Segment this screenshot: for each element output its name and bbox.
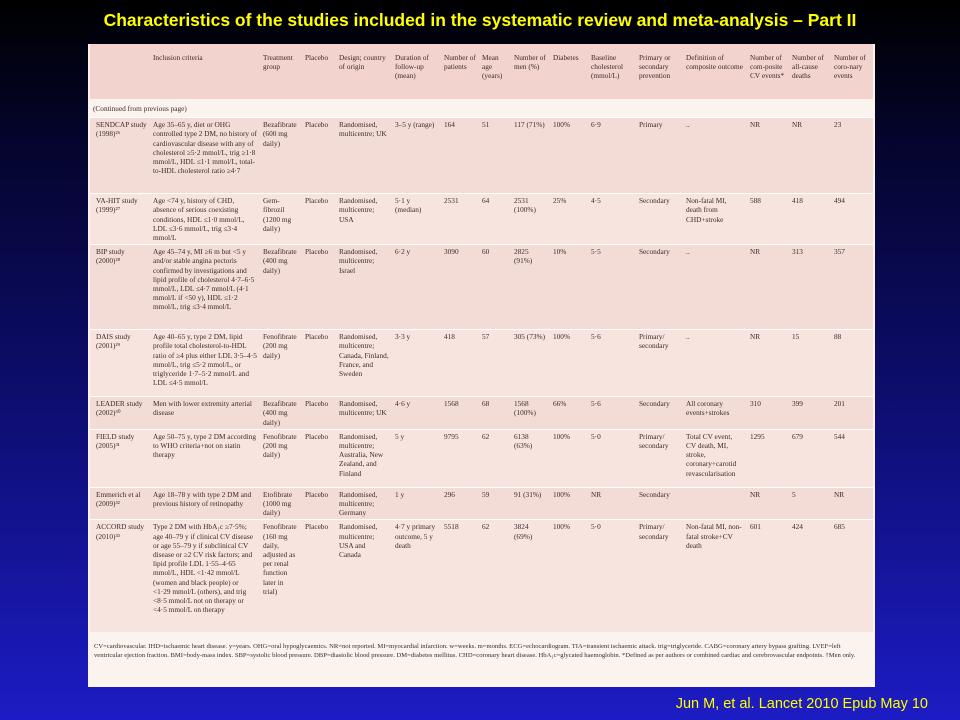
- table-cell: 296: [441, 487, 479, 520]
- citation: Jun M, et al. Lancet 2010 Epub May 10: [675, 696, 928, 712]
- table-cell: Fenofibrate (200 mg daily): [260, 429, 302, 487]
- table-cell: 6·9: [588, 118, 636, 194]
- table-cell: ..: [683, 118, 747, 194]
- table-row: [90, 487, 873, 520]
- table-cell: 4·7 y primary outcome, 5 y death: [392, 520, 441, 633]
- table-cell: 4·5: [588, 194, 636, 245]
- study-name-cell: ACCORD study (2010)³³: [90, 520, 150, 633]
- table-cell: Type 2 DM with HbA₁c ≥7·5%; age 40–79 y if clinical CV disease or age 55–79 y if subclinical CV disease or ≥2 CV risk factors; and lipid profile LDL 1·55–4·65 mmol/L, HDL <1·42 mmol/L (women and black people) or <1·29 mmol/L (others), and trig <8·5 mmol/L not on therapy or <4·5 mmol/L on therapy: [150, 520, 260, 633]
- table-cell: Gem-fibrozil (1200 mg daily): [260, 194, 302, 245]
- table-cell: Primary: [636, 118, 683, 194]
- table-cell: 57: [479, 330, 511, 397]
- table-cell: 544: [831, 429, 873, 487]
- table-cell: Secondary: [636, 194, 683, 245]
- table-cell: Fenofibrate (200 mg daily): [260, 330, 302, 397]
- table-cell: 418: [441, 330, 479, 397]
- table-row: [90, 245, 873, 330]
- table-cell: 51: [479, 118, 511, 194]
- table-cell: Secondary: [636, 487, 683, 520]
- table-row: [90, 429, 873, 487]
- table-cell: Age 35–65 y, diet or OHG controlled type 2 DM, no history of cardiovascular disease with any of cholesterol ≥5·2 mmol/L, trig ≥1·8 mmol/L, HDL ≤1·1 mmol/L, total-to-HDL cholesterol ratio ≥4·7: [150, 118, 260, 194]
- column-header: Treatment group: [260, 44, 302, 99]
- column-header: Inclusion criteria: [150, 44, 260, 99]
- table-cell: NR: [747, 118, 789, 194]
- table-cell: Placebo: [302, 194, 336, 245]
- table-cell: 100%: [550, 118, 588, 194]
- table-cell: 23: [831, 118, 873, 194]
- table-row: [90, 520, 873, 633]
- table-cell: 6138 (63%): [511, 429, 550, 487]
- table-cell: 68: [479, 397, 511, 430]
- column-header: Definition of composite outcome: [683, 44, 747, 99]
- table-cell: Randomised, multicentre; UK: [336, 397, 392, 430]
- table-header-row: [90, 44, 873, 99]
- table-cell: Placebo: [302, 118, 336, 194]
- table-cell: 62: [479, 520, 511, 633]
- table-cell: Non-fatal MI, death from CHD+stroke: [683, 194, 747, 245]
- table-cell: 3·3 y: [392, 330, 441, 397]
- table-cell: NR: [789, 118, 831, 194]
- table-cell: 494: [831, 194, 873, 245]
- table-cell: ..: [683, 245, 747, 330]
- table-cell: 100%: [550, 520, 588, 633]
- table-cell: Randomised, multicentre; Canada, Finland, France, and Sweden: [336, 330, 392, 397]
- table-cell: [683, 487, 747, 520]
- table-cell: Placebo: [302, 330, 336, 397]
- table-cell: 5: [789, 487, 831, 520]
- table-cell: Randomised, multicentre; Australia, New Zealand, and Finland: [336, 429, 392, 487]
- table-cell: 2531 (100%): [511, 194, 550, 245]
- table-cell: 679: [789, 429, 831, 487]
- table-cell: Placebo: [302, 429, 336, 487]
- table-cell: Bezafibrate (400 mg daily): [260, 397, 302, 430]
- table-cell: 685: [831, 520, 873, 633]
- table-cell: 201: [831, 397, 873, 430]
- column-header: Placebo: [302, 44, 336, 99]
- column-header: Primary or secondary prevention: [636, 44, 683, 99]
- table-cell: 6·2 y: [392, 245, 441, 330]
- column-header: Number of all-cause deaths: [789, 44, 831, 99]
- table-footnote: CV=cardiovascular. IHD=ischaemic heart disease. y=years. OHG=oral hypoglycaemics. NR=not reported. MI=myocardial infarction. w=weeks. m=months. ECG=echocardiogram. TIA=transient ischaemic attack. trig=triglyceride. CABG=coronary artery bypass grafting. LVEF=left ventricular ejection fraction. BMI=body-mass index. SBP=systolic blood pressure. DBP=diastolic blood pressure. DM=diabetes mellitus. CHD=coronary heart disease. HbA₁c=glycated haemoglobin. *Defined as per authors or combined cardiac and cerebrovascular endpoints. †Men only.: [94, 643, 856, 659]
- table-cell: Age 45–74 y, MI ≥6 m but <5 y and/or stable angina pectoris confirmed by investigations and lipid profile of cholesterol 4·7–6·5 mmol/L, LDL ≤4·7 mmol/L (4·1 mmol/L if <50 y), HDL ≤1·2 mmol/L, trig ≤3·4 mmol/L: [150, 245, 260, 330]
- table-cell: Primary/ secondary: [636, 429, 683, 487]
- table-cell: Placebo: [302, 520, 336, 633]
- table-row: [90, 118, 873, 194]
- table-cell: 5·6: [588, 330, 636, 397]
- table-cell: 4·6 y: [392, 397, 441, 430]
- table-cell: 64: [479, 194, 511, 245]
- table-cell: 91 (31%): [511, 487, 550, 520]
- table-cell: 5 y: [392, 429, 441, 487]
- table-cell: Fenofibrate (160 mg daily, adjusted as per renal function later in trial): [260, 520, 302, 633]
- table-cell: Men with lower extremity arterial disease: [150, 397, 260, 430]
- table-cell: 1568 (100%): [511, 397, 550, 430]
- table-cell: 1295: [747, 429, 789, 487]
- table-cell: Age <74 y, history of CHD, absence of serious coexisting conditions, HDL ≤1·0 mmol/L, LDL ≤3·6 mmol/L, trig ≤3·4 mmol/L: [150, 194, 260, 245]
- study-characteristics-table: [90, 44, 873, 632]
- table-cell: Randomised, multicentre; USA and Canada: [336, 520, 392, 633]
- column-header: [90, 44, 150, 99]
- table-cell: 59: [479, 487, 511, 520]
- table-cell: 5·6: [588, 397, 636, 430]
- table-cell: 1568: [441, 397, 479, 430]
- table-cell: Placebo: [302, 397, 336, 430]
- table-cell: 3–5 y (range): [392, 118, 441, 194]
- study-name-cell: FIELD study (2005)³¹: [90, 429, 150, 487]
- slide-title: Characteristics of the studies included in the systematic review and meta-analysis – Part II: [103, 10, 857, 30]
- table-cell: Age 18–78 y with type 2 DM and previous history of retinopathy: [150, 487, 260, 520]
- table-cell: ..: [683, 330, 747, 397]
- table-cell: Primary/ secondary: [636, 330, 683, 397]
- table-cell: Randomised, multicentre; USA: [336, 194, 392, 245]
- table-cell: Age 50–75 y, type 2 DM according to WHO criteria+not on statin therapy: [150, 429, 260, 487]
- study-name-cell: BIP study (2000)²⁸: [90, 245, 150, 330]
- table-cell: 100%: [550, 487, 588, 520]
- table-cell: 3090: [441, 245, 479, 330]
- table-cell: All coronary events+strokes: [683, 397, 747, 430]
- table-cell: 399: [789, 397, 831, 430]
- table-cell: 5·0: [588, 429, 636, 487]
- study-name-cell: Emmerich et al (2009)³²: [90, 487, 150, 520]
- table-cell: 15: [789, 330, 831, 397]
- table-cell: 9795: [441, 429, 479, 487]
- table-cell: Randomised, multicentre; Israel: [336, 245, 392, 330]
- table-cell: Bezafibrate (600 mg daily): [260, 118, 302, 194]
- table-cell: Randomised, multicentre; Germany: [336, 487, 392, 520]
- table-cell: 305 (73%): [511, 330, 550, 397]
- table-cell: 424: [789, 520, 831, 633]
- table-cell: Placebo: [302, 487, 336, 520]
- column-header: Number of men (%): [511, 44, 550, 99]
- column-header: Number of com-posite CV events*: [747, 44, 789, 99]
- column-header: Number of coro-nary events: [831, 44, 873, 99]
- table-cell: 5·5: [588, 245, 636, 330]
- table-cell: NR: [747, 330, 789, 397]
- table-cell: Age 40–65 y, type 2 DM, lipid profile total cholesterol-to-HDL ratio of ≥4 plus either LDL 3·5–4·5 mmol/L, trig ≤5·2 mmol/L, or triglyceride 1·7–5·2 mmol/L and LDL ≤4·5 mmol/L: [150, 330, 260, 397]
- table-cell: 164: [441, 118, 479, 194]
- continued-label: (Continued from previous page): [90, 99, 873, 118]
- table-cell: Total CV event, CV death, MI, stroke, coronary+carotid revascularisation: [683, 429, 747, 487]
- table-cell: 62: [479, 429, 511, 487]
- column-header: Mean age (years): [479, 44, 511, 99]
- table-cell: 601: [747, 520, 789, 633]
- table-cell: NR: [747, 487, 789, 520]
- table-cell: 3824 (69%): [511, 520, 550, 633]
- table-cell: 25%: [550, 194, 588, 245]
- table-cell: Randomised, multicentre; UK: [336, 118, 392, 194]
- table-cell: 10%: [550, 245, 588, 330]
- table-cell: NR: [747, 245, 789, 330]
- table-cell: 5518: [441, 520, 479, 633]
- table-cell: 100%: [550, 330, 588, 397]
- column-header: Baseline cholesterol (mmol/L): [588, 44, 636, 99]
- table-cell: NR: [831, 487, 873, 520]
- study-name-cell: DAIS study (2001)²⁹: [90, 330, 150, 397]
- table-cell: Primary/ secondary: [636, 520, 683, 633]
- table-row: [90, 397, 873, 430]
- table-cell: Bezafibrate (400 mg daily): [260, 245, 302, 330]
- table-cell: Placebo: [302, 245, 336, 330]
- table-row: [90, 330, 873, 397]
- table-cell: 313: [789, 245, 831, 330]
- table-cell: NR: [588, 487, 636, 520]
- table-cell: 2825 (91%): [511, 245, 550, 330]
- table-cell: 418: [789, 194, 831, 245]
- table-cell: 357: [831, 245, 873, 330]
- study-name-cell: VA-HIT study (1999)²⁷: [90, 194, 150, 245]
- table-cell: 60: [479, 245, 511, 330]
- column-header: Design; country of origin: [336, 44, 392, 99]
- study-name-cell: SENDCAP study (1998)²⁶: [90, 118, 150, 194]
- table-cell: 66%: [550, 397, 588, 430]
- table-cell: Non-fatal MI, non-fatal stroke+CV death: [683, 520, 747, 633]
- table-cell: 2531: [441, 194, 479, 245]
- study-table-panel: [88, 44, 875, 687]
- table-cell: 100%: [550, 429, 588, 487]
- table-cell: 88: [831, 330, 873, 397]
- table-cell: 310: [747, 397, 789, 430]
- column-header: Duration of follow-up (mean): [392, 44, 441, 99]
- table-cell: 117 (71%): [511, 118, 550, 194]
- table-cell: 1 y: [392, 487, 441, 520]
- table-cell: Secondary: [636, 397, 683, 430]
- column-header: Diabetes: [550, 44, 588, 99]
- continued-row: [90, 99, 873, 118]
- table-cell: 588: [747, 194, 789, 245]
- study-name-cell: LEADER study (2002)³⁰: [90, 397, 150, 430]
- table-cell: 5·0: [588, 520, 636, 633]
- table-cell: Secondary: [636, 245, 683, 330]
- table-cell: 5·1 y (median): [392, 194, 441, 245]
- column-header: Number of patients: [441, 44, 479, 99]
- table-row: [90, 194, 873, 245]
- table-cell: Etofibrate (1000 mg daily): [260, 487, 302, 520]
